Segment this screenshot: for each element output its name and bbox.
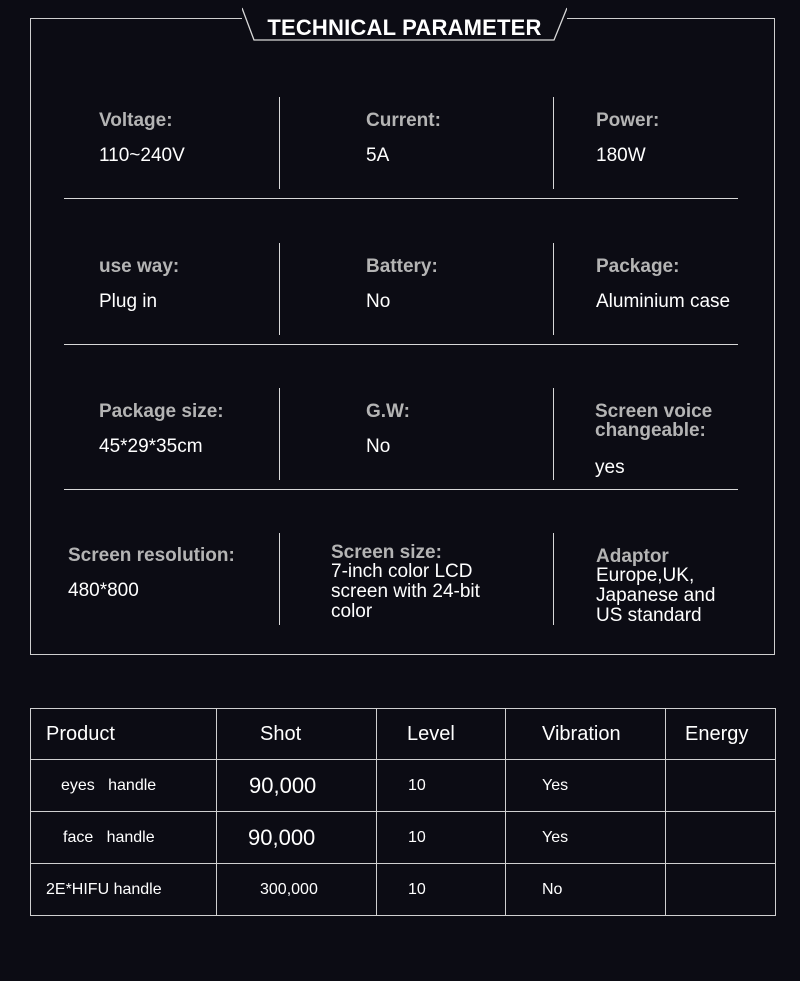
cell-vibration: Yes [506, 760, 666, 812]
param-value: 480*800 [68, 580, 139, 601]
param-label: Screen size: [331, 542, 442, 563]
page-title: TECHNICAL PARAMETER [267, 15, 542, 40]
param-adaptor [596, 547, 715, 626]
param-label: Adaptor [596, 546, 669, 567]
header-product: Product [31, 709, 217, 760]
divider [553, 533, 554, 625]
cell-product: eyes handle [31, 760, 217, 812]
param-value: 45*29*35cm [99, 436, 203, 457]
param-value: No [366, 291, 391, 312]
param-value: No [366, 436, 391, 457]
param-value: Europe,UK, Japanese and US standard [596, 565, 716, 626]
table-row [31, 760, 776, 812]
cell-energy [666, 760, 776, 812]
table-row [31, 864, 776, 916]
cell-product: 2E*HIFU handle [31, 864, 217, 916]
divider [279, 388, 280, 480]
header-vibration: Vibration [506, 709, 666, 760]
param-screen-size [331, 543, 480, 622]
param-value: 7-inch color LCD screen with 24-bit color [331, 561, 480, 622]
cell-level: 10 [377, 812, 506, 864]
param-label: G.W: [366, 401, 410, 422]
param-label: Screen voice changeable: [595, 401, 713, 441]
param-label: Package size: [99, 401, 224, 422]
row-separator [64, 344, 738, 345]
header-energy: Energy [666, 709, 776, 760]
param-battery [366, 257, 438, 313]
header-shot: Shot [217, 709, 377, 760]
divider [553, 388, 554, 480]
row-separator [64, 489, 738, 490]
param-label: Battery: [366, 256, 438, 277]
param-label: Package: [596, 256, 680, 277]
param-screen-voice [595, 402, 712, 479]
cell-level: 10 [377, 760, 506, 812]
divider [279, 243, 280, 335]
param-label: Power: [596, 110, 660, 131]
product-table [30, 708, 776, 916]
param-package-size [99, 402, 224, 458]
table-row [31, 812, 776, 864]
param-value: yes [595, 457, 625, 478]
param-label: use way: [99, 256, 180, 277]
param-use-way [99, 257, 179, 313]
cell-shot: 90,000 [217, 760, 377, 812]
param-current [366, 111, 441, 167]
param-value: 110~240V [99, 145, 185, 166]
param-value: 5A [366, 145, 390, 166]
cell-shot: 300,000 [217, 864, 377, 916]
cell-shot: 90,000 [217, 812, 377, 864]
param-package [596, 257, 730, 313]
param-power [596, 111, 659, 167]
param-value: Plug in [99, 291, 158, 312]
divider [279, 97, 280, 189]
cell-energy [666, 864, 776, 916]
param-value: 180W [596, 145, 646, 166]
cell-level: 10 [377, 864, 506, 916]
cell-vibration: Yes [506, 812, 666, 864]
row-separator [64, 198, 738, 199]
param-label: Current: [366, 110, 441, 131]
param-voltage [99, 111, 185, 167]
param-label: Voltage: [99, 110, 173, 131]
divider [553, 97, 554, 189]
cell-vibration: No [506, 864, 666, 916]
table-header-row [31, 709, 776, 760]
param-label: Screen resolution: [68, 545, 235, 566]
param-screen-resolution [68, 546, 235, 602]
cell-energy [666, 812, 776, 864]
divider [279, 533, 280, 625]
cell-product: face handle [31, 812, 217, 864]
param-gw [366, 402, 410, 458]
title-tab [242, 6, 567, 46]
divider [553, 243, 554, 335]
header-level: Level [377, 709, 506, 760]
param-value: Aluminium case [596, 291, 731, 312]
